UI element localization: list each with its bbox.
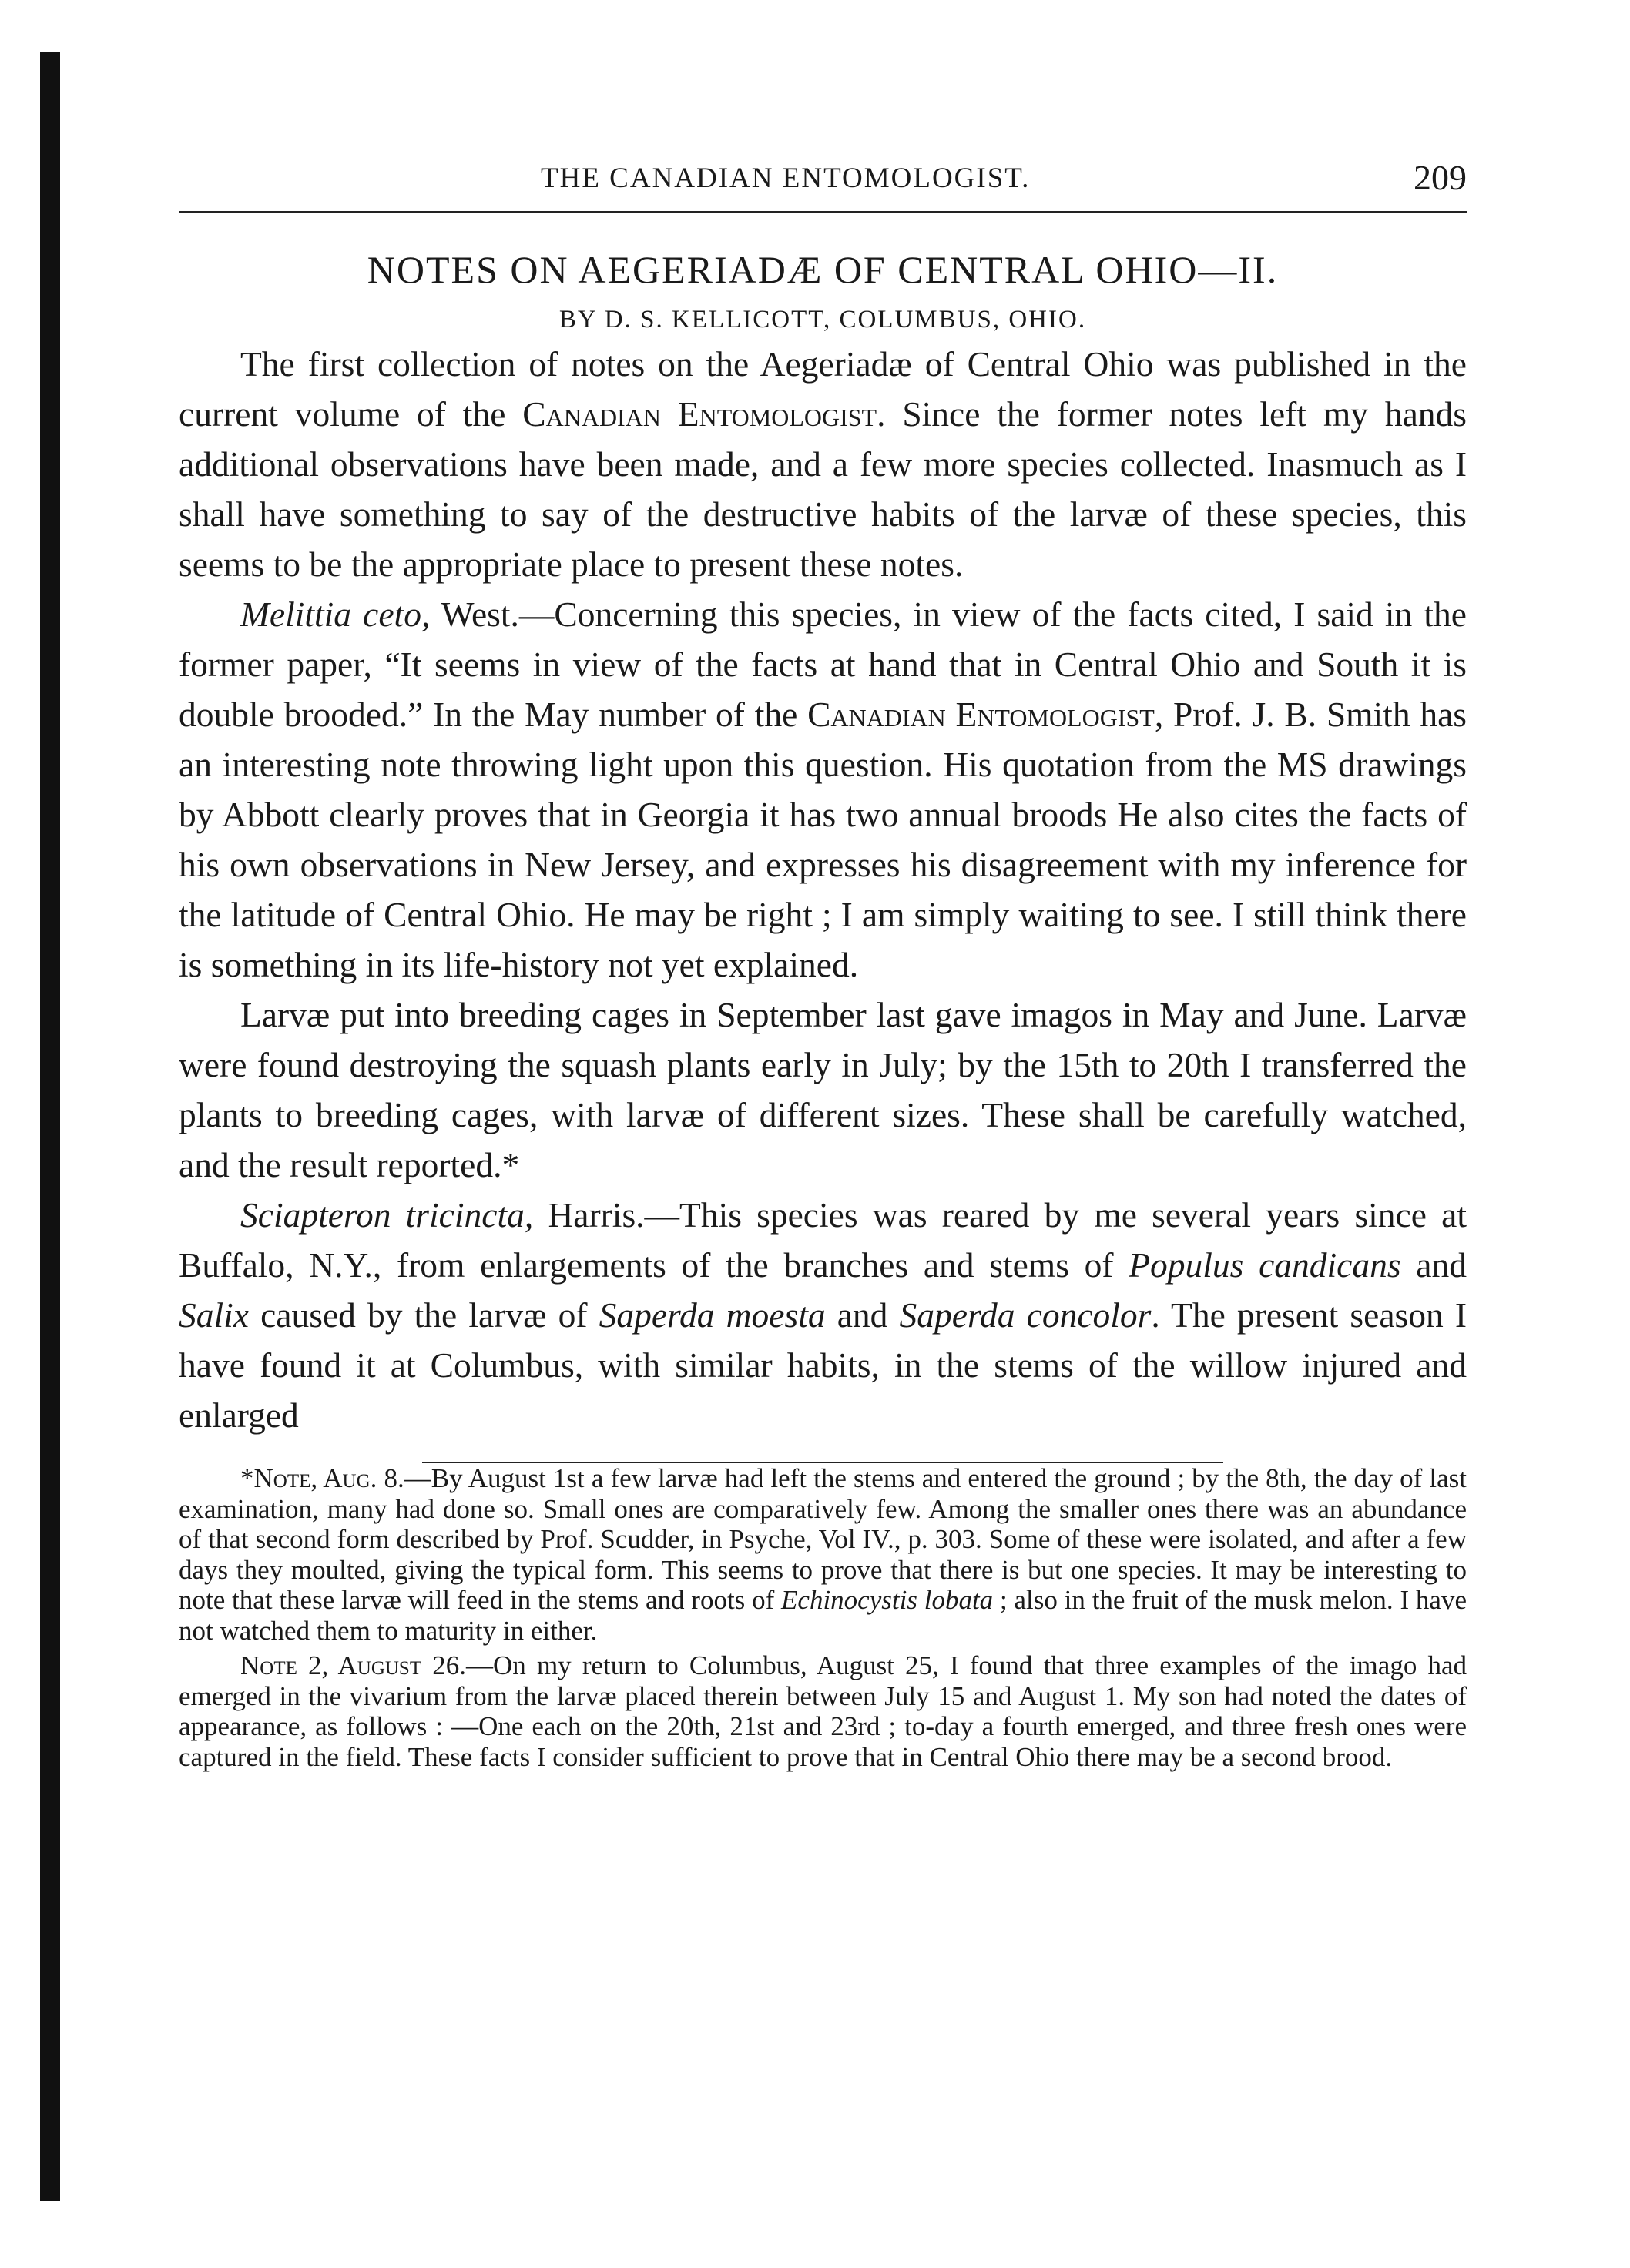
plant-name-echinocystis: Echinocystis lobata — [781, 1585, 994, 1615]
paragraph-larvae: Larvæ put into breeding cages in September last gave imagos in May and June. Larvæ were found destroying the squash plants early in July; by the 15th to 20th I transferred the plants to breeding cages, with larvæ of different sizes. These shall be carefully watched, and the result reported.* — [179, 995, 1467, 1184]
footnote-2 — [179, 1650, 1467, 1772]
footnote-2-label: Note 2, August 26. — [240, 1650, 467, 1680]
paragraph-sciapteron-text-a: Harris.—This species was reared by me several years since at Buffalo, N.Y., from enlargements of the branches and stems of — [179, 1195, 1467, 1285]
paragraph-intro-text-a: The first collection of notes on the Aegeriadæ of Central Ohio was published in the current volume of the — [179, 344, 1467, 434]
journal-name: Canadian Entomologist — [522, 394, 877, 434]
article-body — [179, 339, 1467, 1440]
footnote-1-text-b: ; also in the fruit of the musk melon. I have not watched them to maturity in either. — [179, 1585, 1467, 1646]
paragraph-intro-text-b: . Since the former notes left my hands additional observations have been made, and a few more species collected. Inasmuch as I shall have something to say of the destructive habits of the larvæ of these species, this seems to be the appropriate place to present these notes. — [179, 394, 1467, 584]
footnotes-rule — [179, 1462, 1467, 1772]
plant-name-salix: Salix — [179, 1295, 249, 1335]
page-number: 209 — [1414, 158, 1467, 197]
paragraph-melittia-text-b: , Prof. J. B. Smith has an interesting note throwing light upon this question. His quotation from the MS drawings by Abbott clearly proves that in Georgia it has two annual broods He also cites the facts of his own observations in New Jersey, and expresses his disagreement with my inference for the latitude of Central Ohio. He may be right ; I am simply waiting to see. I still think there is something in its life-history not yet explained. — [179, 695, 1467, 984]
header-rule — [179, 211, 1467, 213]
paragraph-sciapteron-text-b: caused by the larvæ of — [248, 1295, 599, 1335]
journal-name: Canadian Entomologist — [807, 695, 1155, 734]
paragraph-melittia — [179, 589, 1467, 990]
footnote-2-text: —On my return to Columbus, August 25, I found that three examples of the imago had emerged in the vivarium from the larvæ placed therein between July 15 and August 1. My son had noted the dates of appearance, as follows : —One each on the 20th, 21st and 23rd ; to-day a fourth emerged, and three fresh ones were captured in the field. These facts I consider sufficient to prove that in Central Ohio there may be a second brood. — [179, 1650, 1467, 1772]
beetle-name-moesta: Saperda moesta — [599, 1295, 826, 1335]
species-name-sciapteron: Sciapteron tricincta, — [240, 1195, 534, 1235]
footnote-1-text-a: —By August 1st a few larvæ had left the stems and entered the ground ; by the 8th, the day of last examination, many had done so. Small ones are comparatively few. Among the smaller ones there was an abundance of that second form described by Prof. Scudder, in Psyche, Vol IV., p. 303. Some of these were isolated, and after a few days they moulted, giving the typical form. This seems to prove that there is but one species. It may be interesting to note that these larvæ will feed in the stems and roots of — [179, 1463, 1467, 1615]
running-title: THE CANADIAN ENTOMOLOGIST. — [541, 162, 1031, 194]
article-title: NOTES ON AEGERIADÆ OF CENTRAL OHIO—II. — [367, 248, 1279, 291]
beetle-name-concolor: Saperda concolor — [899, 1295, 1152, 1335]
conjunction: and — [825, 1295, 900, 1335]
conjunction: and — [1400, 1245, 1467, 1285]
byline: BY D. S. KELLICOTT, COLUMBUS, OHIO. — [558, 306, 1087, 333]
page — [179, 151, 1467, 1772]
paragraph-intro — [179, 339, 1467, 589]
footnote-1 — [179, 1463, 1467, 1646]
paragraph-sciapteron-text-c: . The present season I have found it at Columbus, with similar habits, in the stems of the willow injured and enlarged — [179, 1295, 1467, 1435]
species-name-melittia: Melittia ceto, — [240, 595, 431, 634]
footnote-1-label: *Note, Aug. 8. — [240, 1463, 404, 1493]
footnotes — [179, 1463, 1467, 1772]
running-head — [179, 151, 1467, 205]
binding-edge — [40, 52, 60, 2201]
paragraph-sciapteron — [179, 1190, 1467, 1440]
plant-name-populus: Populus candicans — [1129, 1245, 1401, 1285]
paragraph-melittia-text-a: West.—Concerning this species, in view of the facts cited, I said in the former paper, “It seems in view of the facts at hand that in Central Ohio and South it is double brooded.” In the May number of the — [179, 595, 1467, 734]
